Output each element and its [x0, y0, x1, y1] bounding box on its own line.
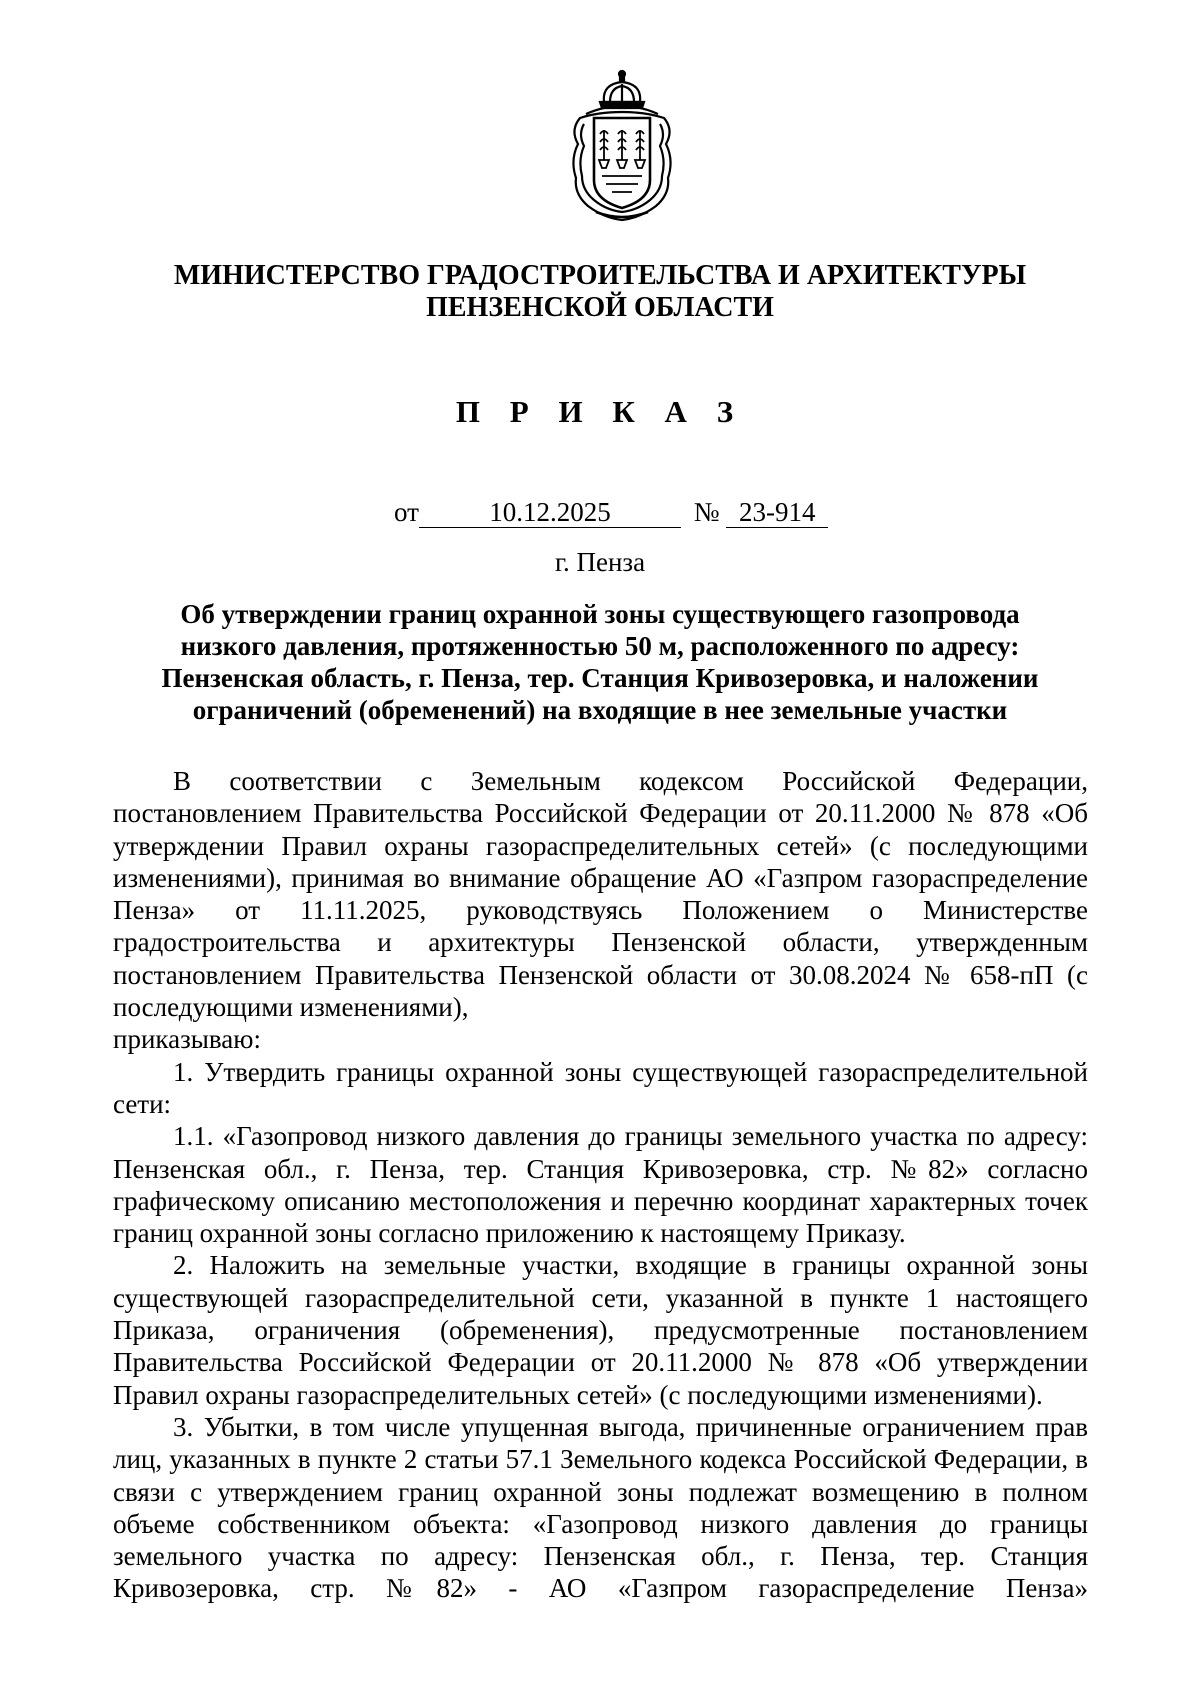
coat-of-arms-icon [566, 68, 678, 224]
number-label: № [693, 497, 720, 527]
decree-word: приказываю: [113, 1024, 261, 1055]
item-1-1: 1.1. «Газопровод низкого давления до границы земельного участка по адресу: Пензенская обл., г. Пенза, тер. Станция Кривозеровка, стр. №82» согласно графическому описанию местоположения и перечню координат характерных точек границ охранной зоны согласно приложению к настоящему Приказу. [113, 1121, 1088, 1249]
document-date: 10.12.2025 [419, 497, 681, 528]
document-body [113, 765, 1088, 1605]
ministry-name-line1: МИНИСТЕРСТВО ГРАДОСТРОИТЕЛЬСТВА И АРХИТЕКТУРЫ [173, 260, 1027, 291]
document-number: 23-914 [726, 497, 828, 528]
item-1: 1. Утвердить границы охранной зоны существующей газораспределительной сети: [113, 1056, 1088, 1119]
ministry-name [100, 260, 1100, 324]
preamble-paragraph: В соответствии с Земельным кодексом Российской Федерации, постановлением Правительства Российской Федерации от 20.11.2000 № 878 «Об утверждении Правил охраны газораспределительных сетей» (с последующими изменениями), принимая во внимание обращение АО «Газпром газораспределение Пенза» от 11.11.2025, руководствуясь Положением о Министерстве градостроительства и архитектуры Пензенской области, утвержденным постановлением Правительства Пензенской области от 30.08.2024 № 658-пП (с последующими изменениями), [113, 766, 1088, 1023]
document-type-title: П Р И К А З [455, 394, 745, 429]
document-city: г. Пенза [554, 547, 646, 577]
document-subject: Об утверждении границ охранной зоны существующего газопровода низкого давления, протяженностью 50 м, расположенного по адресу: Пензенская область, г. Пенза, тер. Станция Кривозеровка, и наложении ограничений (обременений) на входящие в нее земельные участки [161, 599, 1039, 725]
item-2: 2. Наложить на земельные участки, входящие в границы охранной зоны существующей газораспределительной сети, указанной в пункте 1 настоящего Приказа, ограничения (обременения), предусмотренные постановлением Правительства Российской Федерации от 20.11.2000 № 878 «Об утверждении Правил охраны газораспределительных сетей» (с последующими изменениями). [113, 1250, 1088, 1410]
ministry-name-line2: ПЕНЗЕНСКОЙ ОБЛАСТИ [426, 292, 774, 323]
item-3: 3. Убытки, в том числе упущенная выгода, причиненные ограничением прав лиц, указанных в пункте 2 статьи 57.1 Земельного кодекса Российской Федерации, в связи с утверждением границ охранной зоны подлежат возмещению в полном объеме собственником объекта: «Газопровод низкого давления до границы земельного участка по адресу: Пензенская обл., г. Пенза, тер. Станция Кривозеровка, стр. №82» - АО «Газпром газораспределение Пенза» [113, 1411, 1088, 1604]
date-number-line [394, 496, 828, 528]
date-label: от [394, 497, 419, 527]
